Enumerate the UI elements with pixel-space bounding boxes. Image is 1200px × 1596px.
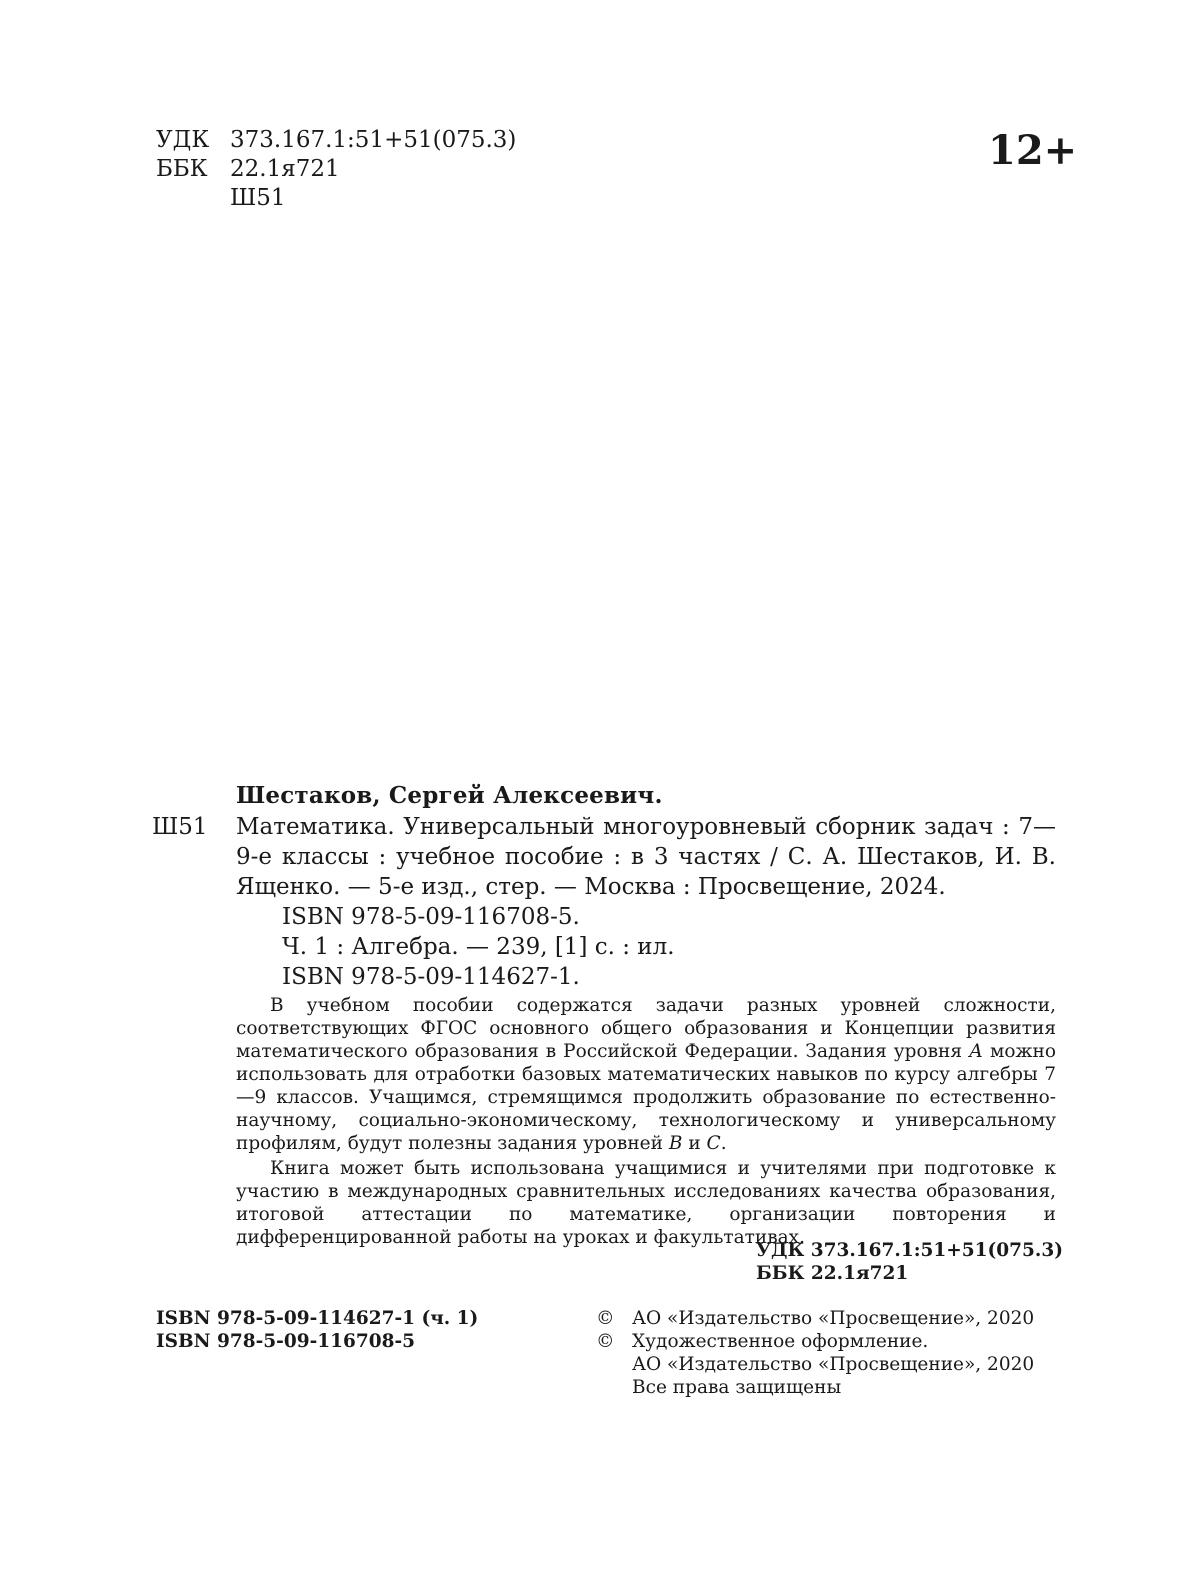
annotation-and: и <box>682 1133 707 1154</box>
bbk-value: 22.1я721 <box>230 156 340 182</box>
udk-footer-udk: УДК 373.167.1:51+51(075.3) <box>756 1240 1063 1261</box>
card-entry <box>152 812 1056 902</box>
level-c: C <box>706 1133 721 1154</box>
annotation-text-2: можно использовать для отработки базовых математических навыков по курсу алгебры 7—9 классов. Учащимся, стремящимся продолжить образование по естественно-научному, социально-экономическому, технологическому и универсальному профилям, будут полезны задания уровней <box>236 1041 1056 1154</box>
udk-value: 373.167.1:51+51(075.3) <box>230 127 517 153</box>
bbk-label: ББК <box>156 156 208 182</box>
catalog-card <box>152 780 1056 1249</box>
copyright-line-3: АО «Издательство «Просвещение», 2020 <box>632 1354 1035 1375</box>
age-rating: 12+ <box>988 127 1078 174</box>
udk-footer <box>756 1239 1063 1285</box>
isbn-bottom-line2: ISBN 978-5-09-116708-5 <box>156 1331 416 1352</box>
copyright-text-2: Художественное оформление. <box>632 1331 929 1352</box>
copyright-line-4: Все права защищены <box>632 1377 842 1398</box>
copyright-line-2 <box>596 1330 1034 1353</box>
card-author: Шестаков, Сергей Алексеевич. <box>236 782 663 809</box>
card-isbn-part: ISBN 978-5-09-114627-1. <box>282 964 580 990</box>
copyright-block <box>596 1307 1034 1399</box>
isbn-bottom <box>156 1307 478 1353</box>
udk-footer-bbk: ББК 22.1я721 <box>756 1263 909 1284</box>
copyright-symbol: © <box>596 1308 615 1329</box>
level-a: А <box>968 1041 983 1062</box>
udk-label: УДК <box>156 127 210 153</box>
copyright-text-1: АО «Издательство «Просвещение», 2020 <box>632 1308 1035 1329</box>
card-code: Ш51 <box>152 814 208 840</box>
udk-line <box>156 126 516 155</box>
card-isbn-block <box>282 902 1056 992</box>
annotation-text-1: В учебном пособии содержатся задачи разных уровней сложности, соответствующих ФГОС основного общего образования и Концепции развития математического образования в Российской Федерации. Задания уровня <box>236 995 1056 1062</box>
card-isbn-set: ISBN 978-5-09-116708-5. <box>282 904 580 930</box>
level-b: B <box>668 1133 683 1154</box>
card-description: Математика. Универсальный многоуровневый сборник задач : 7—9-е классы : учебное пособие : в 3 частях / С. А. Шестаков, И. В. Ященко. — 5-е изд., стер. — Москва : Просвещение, 2024. <box>236 814 1056 900</box>
copyright-symbol: © <box>596 1331 615 1352</box>
copyright-line-1 <box>596 1307 1034 1330</box>
annotation-text-3: . <box>720 1133 727 1154</box>
bbk-line <box>156 155 516 184</box>
annotation-paragraph-2: Книга может быть использована учащимися и учителями при подготовке к участию в международных сравнительных исследованиях качества образования, итоговой аттестации по математике, организации повторения и дифференцированной работы на уроках и факультативах. <box>236 1158 1056 1248</box>
card-part: Ч. 1 : Алгебра. — 239, [1] с. : ил. <box>282 934 675 960</box>
isbn-bottom-line1: ISBN 978-5-09-114627-1 (ч. 1) <box>156 1308 479 1329</box>
author-mark: Ш51 <box>230 185 286 211</box>
annotation-paragraph-1 <box>236 994 1056 1155</box>
classification-block <box>156 126 516 213</box>
